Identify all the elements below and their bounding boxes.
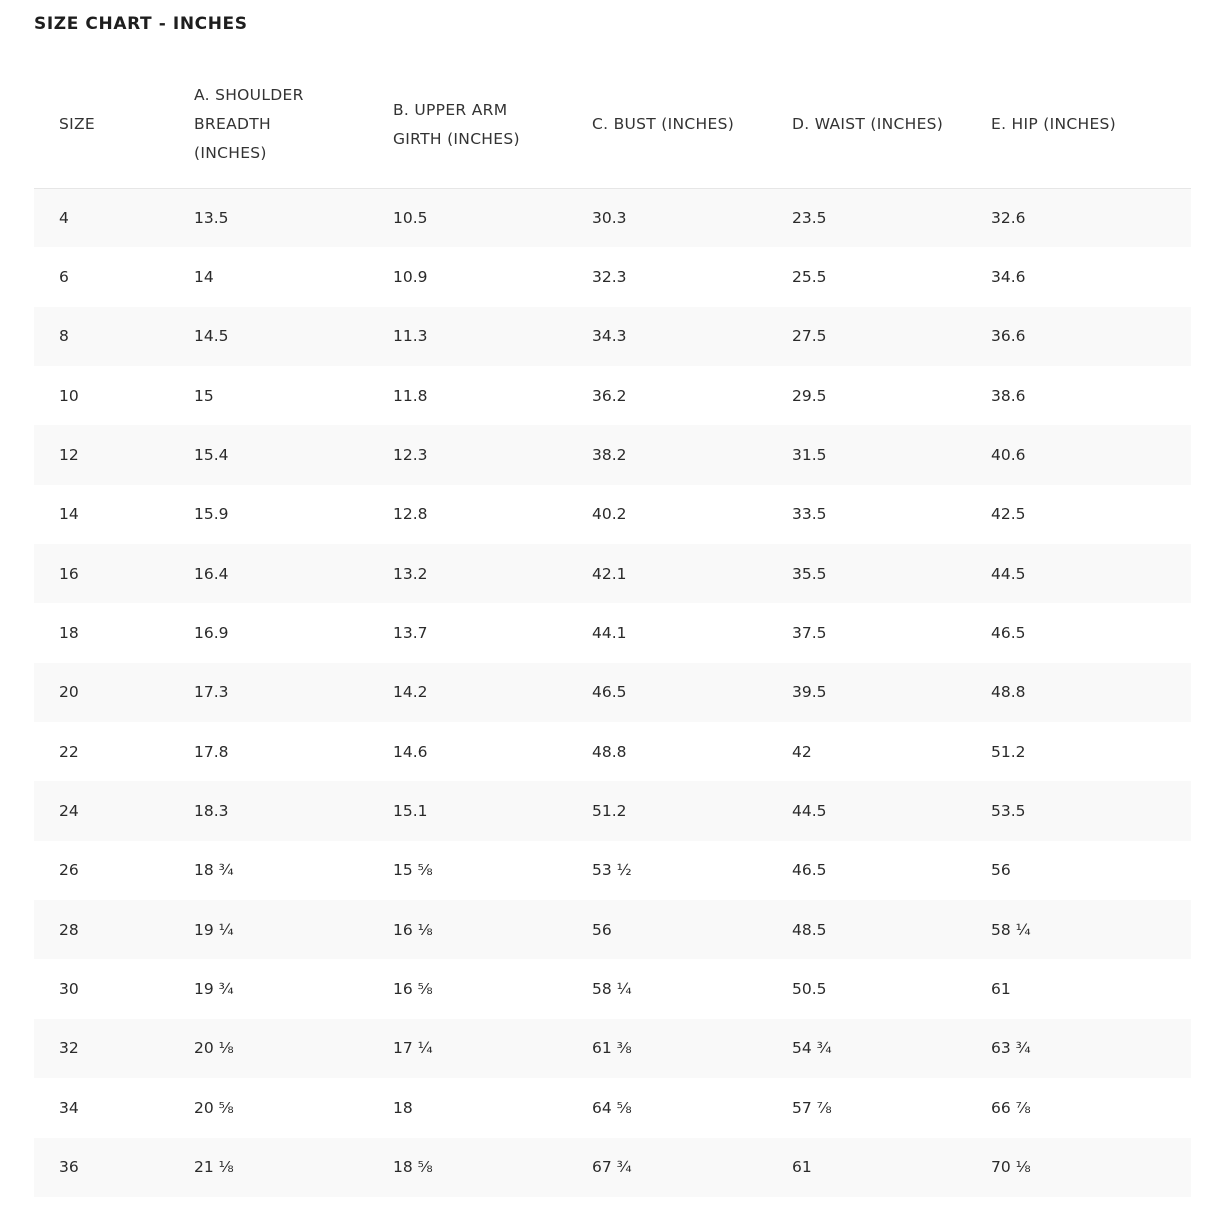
table-cell-shoulder-breadth: 15.4: [194, 446, 229, 465]
table-cell-hip: 34.6: [991, 268, 1026, 287]
table-row: [34, 722, 1191, 781]
table-row: [34, 366, 1191, 425]
table-cell-bust: 34.3: [592, 327, 627, 346]
table-cell-upper-arm-girth: 15.1: [393, 802, 428, 821]
table-cell-shoulder-breadth: 18.3: [194, 802, 229, 821]
table-cell-bust: 36.2: [592, 386, 627, 405]
table-body: [34, 188, 1191, 1197]
table-cell-bust: 44.1: [592, 624, 627, 643]
table-cell-upper-arm-girth: 10.5: [393, 208, 428, 227]
column-header-line: A. SHOULDER: [194, 86, 304, 105]
table-cell-waist: 33.5: [792, 505, 827, 524]
table-cell-shoulder-breadth: 19 ¼: [194, 920, 234, 939]
column-header-line: C. BUST (INCHES): [592, 115, 735, 134]
table-row: [34, 900, 1191, 959]
table-cell-upper-arm-girth: 11.8: [393, 386, 428, 405]
table-row: [34, 188, 1191, 247]
table-row: [34, 603, 1191, 662]
table-cell-waist: 29.5: [792, 386, 827, 405]
table-cell-upper-arm-girth: 12.8: [393, 505, 428, 524]
table-cell-shoulder-breadth: 20 ⅛: [194, 1039, 234, 1058]
column-header-waist: [792, 62, 991, 188]
table-row: [34, 1019, 1191, 1078]
table-cell-waist: 54 ¾: [792, 1039, 832, 1058]
table-cell-shoulder-breadth: 21 ⅛: [194, 1158, 234, 1177]
table-cell-shoulder-breadth: 14.5: [194, 327, 229, 346]
column-header-bust: [592, 62, 792, 188]
table-row: [34, 247, 1191, 306]
column-header-shoulder-breadth: [194, 62, 393, 188]
table-cell-upper-arm-girth: 13.7: [393, 624, 428, 643]
column-header-line: E. HIP (INCHES): [991, 115, 1117, 134]
column-header-hip: [991, 62, 1191, 188]
table-cell-size: 20: [59, 683, 79, 702]
table-cell-bust: 51.2: [592, 802, 627, 821]
table-cell-hip: 70 ⅛: [991, 1158, 1031, 1177]
table-cell-hip: 32.6: [991, 208, 1026, 227]
table-cell-shoulder-breadth: 15: [194, 386, 214, 405]
table-cell-upper-arm-girth: 12.3: [393, 446, 428, 465]
table-cell-shoulder-breadth: 14: [194, 268, 214, 287]
table-row: [34, 663, 1191, 722]
column-header-line: B. UPPER ARM: [393, 100, 508, 119]
table-cell-bust: 61 ⅜: [592, 1039, 632, 1058]
table-cell-hip: 46.5: [991, 624, 1026, 643]
table-cell-upper-arm-girth: 13.2: [393, 564, 428, 583]
table-cell-hip: 51.2: [991, 742, 1026, 761]
table-cell-upper-arm-girth: 14.2: [393, 683, 428, 702]
table-cell-shoulder-breadth: 17.3: [194, 683, 229, 702]
table-cell-size: 32: [59, 1039, 79, 1058]
table-cell-size: 16: [59, 564, 79, 583]
table-cell-size: 30: [59, 980, 79, 999]
table-cell-waist: 61: [792, 1158, 812, 1177]
table-cell-hip: 36.6: [991, 327, 1026, 346]
table-cell-hip: 40.6: [991, 446, 1026, 465]
table-cell-hip: 56: [991, 861, 1011, 880]
table-row: [34, 307, 1191, 366]
header-row: [34, 62, 1191, 188]
size-chart-table: [34, 62, 1191, 1197]
table-row: [34, 544, 1191, 603]
table-cell-size: 24: [59, 802, 79, 821]
table-row: [34, 485, 1191, 544]
table-cell-waist: 48.5: [792, 920, 827, 939]
table-cell-upper-arm-girth: 18: [393, 1098, 413, 1117]
table-cell-hip: 63 ¾: [991, 1039, 1031, 1058]
table-cell-hip: 48.8: [991, 683, 1026, 702]
table-cell-bust: 67 ¾: [592, 1158, 632, 1177]
table-cell-waist: 50.5: [792, 980, 827, 999]
table-cell-hip: 61: [991, 980, 1011, 999]
table-cell-shoulder-breadth: 13.5: [194, 208, 229, 227]
table-row: [34, 959, 1191, 1018]
table-cell-size: 34: [59, 1098, 79, 1117]
table-row: [34, 425, 1191, 484]
table-cell-bust: 42.1: [592, 564, 627, 583]
table-cell-waist: 23.5: [792, 208, 827, 227]
table-cell-waist: 44.5: [792, 802, 827, 821]
column-header-line: (INCHES): [194, 144, 267, 163]
table-cell-size: 14: [59, 505, 79, 524]
table-cell-shoulder-breadth: 17.8: [194, 742, 229, 761]
table-cell-bust: 58 ¼: [592, 980, 632, 999]
table-row: [34, 841, 1191, 900]
table-cell-upper-arm-girth: 15 ⅝: [393, 861, 433, 880]
table-cell-shoulder-breadth: 16.4: [194, 564, 229, 583]
table-cell-bust: 64 ⅝: [592, 1098, 632, 1117]
column-header-line: GIRTH (INCHES): [393, 129, 520, 148]
table-cell-bust: 53 ½: [592, 861, 632, 880]
table-cell-hip: 38.6: [991, 386, 1026, 405]
table-cell-upper-arm-girth: 18 ⅝: [393, 1158, 433, 1177]
table-row: [34, 1078, 1191, 1137]
table-cell-bust: 30.3: [592, 208, 627, 227]
table-cell-size: 18: [59, 624, 79, 643]
table-cell-shoulder-breadth: 20 ⅝: [194, 1098, 234, 1117]
table-cell-shoulder-breadth: 18 ¾: [194, 861, 234, 880]
table-cell-size: 36: [59, 1158, 79, 1177]
table-cell-bust: 32.3: [592, 268, 627, 287]
table-cell-size: 26: [59, 861, 79, 880]
column-header-line: BREADTH: [194, 115, 271, 134]
table-cell-hip: 58 ¼: [991, 920, 1031, 939]
table-cell-size: 12: [59, 446, 79, 465]
page-title: SIZE CHART - INCHES: [34, 14, 248, 34]
table-header: [34, 62, 1191, 188]
table-cell-size: 4: [59, 208, 69, 227]
table-cell-waist: 27.5: [792, 327, 827, 346]
table-cell-waist: 31.5: [792, 446, 827, 465]
table-cell-upper-arm-girth: 16 ⅝: [393, 980, 433, 999]
table-cell-upper-arm-girth: 16 ⅛: [393, 920, 433, 939]
table-cell-waist: 35.5: [792, 564, 827, 583]
column-header-line: SIZE: [59, 115, 96, 134]
column-header-line: D. WAIST (INCHES): [792, 115, 944, 134]
table-cell-size: 28: [59, 920, 79, 939]
table-cell-shoulder-breadth: 19 ¾: [194, 980, 234, 999]
table-cell-hip: 53.5: [991, 802, 1026, 821]
table-cell-waist: 42: [792, 742, 812, 761]
table-cell-waist: 46.5: [792, 861, 827, 880]
table-cell-hip: 44.5: [991, 564, 1026, 583]
table-cell-shoulder-breadth: 15.9: [194, 505, 229, 524]
table-cell-waist: 37.5: [792, 624, 827, 643]
table-row: [34, 781, 1191, 840]
table-cell-hip: 42.5: [991, 505, 1026, 524]
table-cell-bust: 48.8: [592, 742, 627, 761]
table-cell-waist: 25.5: [792, 268, 827, 287]
table-cell-waist: 57 ⅞: [792, 1098, 832, 1117]
table-cell-bust: 46.5: [592, 683, 627, 702]
table-cell-upper-arm-girth: 14.6: [393, 742, 428, 761]
size-chart-table-container: [34, 62, 1191, 1197]
table-cell-bust: 56: [592, 920, 612, 939]
table-cell-upper-arm-girth: 10.9: [393, 268, 428, 287]
table-cell-bust: 38.2: [592, 446, 627, 465]
table-cell-size: 22: [59, 742, 79, 761]
table-cell-upper-arm-girth: 17 ¼: [393, 1039, 433, 1058]
table-cell-size: 6: [59, 268, 69, 287]
table-cell-bust: 40.2: [592, 505, 627, 524]
table-cell-hip: 66 ⅞: [991, 1098, 1031, 1117]
table-row: [34, 1138, 1191, 1197]
column-header-upper-arm-girth: [393, 62, 592, 188]
table-cell-waist: 39.5: [792, 683, 827, 702]
table-cell-shoulder-breadth: 16.9: [194, 624, 229, 643]
table-cell-size: 8: [59, 327, 69, 346]
table-cell-size: 10: [59, 386, 79, 405]
table-cell-upper-arm-girth: 11.3: [393, 327, 428, 346]
column-header-size: [34, 62, 194, 188]
